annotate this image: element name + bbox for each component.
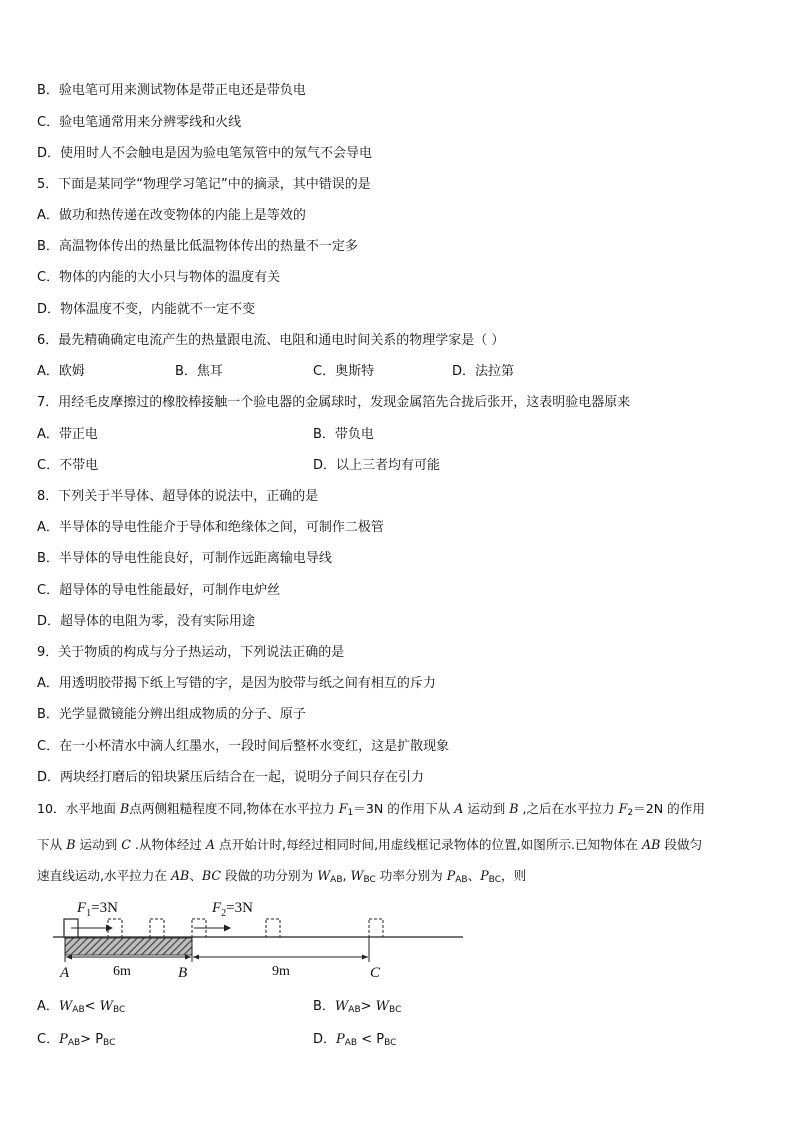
hatched-rough-section <box>65 938 192 955</box>
q8-option-b: B．半导体的导电性能良好，可制作远距离输电导线 <box>37 551 332 566</box>
q6-option-a: A．欧姆 <box>37 364 85 379</box>
q10-option-a: A．$W_{AB}< W_{BC}$ <box>37 999 126 1015</box>
q5-option-b: B．高温物体传出的热量比低温物体传出的热量不一定多 <box>37 239 358 254</box>
dashed-position-box <box>369 919 383 937</box>
q4-option-d: D．使用时人不会触电是因为验电笔氖管中的氖气不会导电 <box>37 146 373 161</box>
q10-option-c: C．$P_{AB}> P_{BC}$ <box>37 1032 116 1048</box>
q6-option-c: C．奥斯特 <box>313 364 375 379</box>
q7-stem: 7．用经毛皮摩擦过的橡胶棒接触一个验电器的金属球时，发现金属箔先合拢后张开，这表明验电器原来 <box>37 395 631 410</box>
q6-option-b: B．焦耳 <box>175 364 223 379</box>
q5-option-a: A．做功和热传递在改变物体的内能上是等效的 <box>37 208 306 223</box>
point-b-label: B <box>178 965 188 981</box>
q10-stem: 10．水平地面 B点两侧粗糙程度不同,物体在水平拉力 $F_1=3N$ 的作用下从 A 运动到 B ,之后在水平拉力 $F_2=2N$ 的作用 下从 B 运动到 C .从物体经过 A 点开始计时,每经过相同时间,用虚线框记录物体的位置,如图所示.已知物体在 AB 段做匀 速直线运动,水平拉力在 AB、BC 段做的功分别为 $W_{AB}$, $W_{BC}$ 功率分别为 $P_{AB}$、$P_{BC}$，则 <box>37 801 705 885</box>
q6-stem: 6．最先精确确定电流产生的热量跟电流、电阻和通电时间关系的物理学家是（ ） <box>37 333 505 348</box>
motion-diagram <box>50 890 470 982</box>
q8-stem: 8．下列关于半导体、超导体的说法中，正确的是 <box>37 489 319 504</box>
force-label-f1: $F_1=3N$ <box>77 900 118 919</box>
q8-option-c: C．超导体的导电性能最好，可制作电炉丝 <box>37 583 281 598</box>
q4-option-b: B．验电笔可用来测试物体是带正电还是带负电 <box>37 83 306 98</box>
q10-option-d: D．$P_{AB} < P_{BC}$ <box>313 1032 397 1048</box>
force-arrow-f2-head <box>224 925 231 932</box>
dimension-bc-arrow-right <box>362 955 368 960</box>
q4-option-c: C．验电笔通常用来分辨零线和火线 <box>37 115 242 130</box>
q5-stem: 5．下面是某同学“物理学习笔记”中的摘录，其中错误的是 <box>37 177 371 192</box>
q10-option-b: B．$W_{AB}> W_{BC}$ <box>313 999 402 1015</box>
q9-option-a: A．用透明胶带揭下纸上写错的字，是因为胶带与纸之间有相互的斥力 <box>37 676 436 691</box>
q7-option-d: D．以上三者均有可能 <box>313 458 441 473</box>
dimension-bc-arrow-left <box>193 955 199 960</box>
point-c-label: C <box>370 965 381 981</box>
q9-option-b: B．光学显微镜能分辨出组成物质的分子、原子 <box>37 707 306 722</box>
q5-option-d: D．物体温度不变，内能就不一定不变 <box>37 302 256 317</box>
distance-bc-label: 9m <box>272 964 290 979</box>
q9-option-c: C．在一小杯清水中滴人红墨水，一段时间后整杯水变红，这是扩散现象 <box>37 739 450 754</box>
force-label-f2: $F_2=3N$ <box>212 900 253 919</box>
q5-option-c: C．物体的内能的大小只与物体的温度有关 <box>37 270 281 285</box>
force-arrow-f1-head <box>106 925 113 932</box>
q9-stem: 9．关于物质的构成与分子热运动，下列说法正确的是 <box>37 645 345 660</box>
q7-option-c: C．不带电 <box>37 458 99 473</box>
q8-option-d: D．超导体的电阻为零，没有实际用途 <box>37 614 256 629</box>
q7-option-a: A．带正电 <box>37 427 98 442</box>
q8-option-a: A．半导体的导电性能介于导体和绝缘体之间，可制作二极管 <box>37 520 384 535</box>
q6-option-d: D．法拉第 <box>452 364 515 379</box>
point-a-label: A <box>60 965 70 981</box>
dashed-position-box <box>266 919 280 937</box>
q7-option-b: B．带负电 <box>313 427 374 442</box>
distance-ab-label: 6m <box>113 964 131 979</box>
dashed-position-box <box>150 919 164 937</box>
q9-option-d: D．两块经打磨后的铅块紧压后结合在一起，说明分子间只存在引力 <box>37 770 425 785</box>
